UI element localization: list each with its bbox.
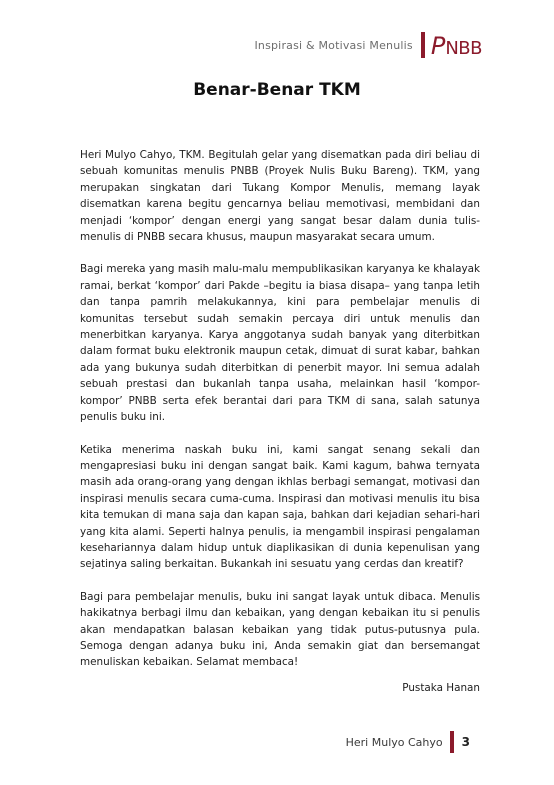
- footer-author: Heri Mulyo Cahyo: [345, 735, 443, 749]
- page-header: [254, 30, 482, 60]
- paragraph-4: Bagi para pembelajar menulis, buku ini sangat layak untuk dibaca. Menulis hakikatnya berbagi ilmu dan kebaikan, yang dengan kebaikan itu si penulis akan mendapatkan balasan kebaikan yang tidak putus-putusnya pula. Semoga dengan adanya buku ini, Anda semakin giat dan bersemangat menuliskan kebaikan. Selamat membaca!: [80, 590, 480, 669]
- page-number: 3: [461, 735, 470, 749]
- body-text: [80, 147, 480, 687]
- logo-letter-p: P: [430, 32, 446, 60]
- paragraph-1: Heri Mulyo Cahyo, TKM. Begitulah gelar yang disematkan pada diri beliau di sebuah komunitas menulis PNBB (Proyek Nulis Buku Bareng). TKM, yang merupakan singkatan dari Tukang Kompor Menulis, memang layak disematkan karena begitu gencarnya beliau memotivasi, membidani dan menjadi ‘kompor’ dengan energi yang sangat besar dalam dunia tulis-menulis di PNBB secara khusus, maupun masyarakat secara umum.: [80, 149, 480, 244]
- logo-letters: NBB: [445, 38, 482, 59]
- page-title: Benar-Benar TKM: [193, 80, 361, 100]
- paragraph-2: Bagi mereka yang masih malu-malu mempublikasikan karyanya ke khalayak ramai, berkat ‘kompor’ dari Pakde –begitu ia biasa disapa– yang tanpa letih dan tanpa pamrih melakukannya, kini para pembelajar menulis di komunitas tersebut sudah semakin percaya diri untuk menulis dan menerbitkan karyanya. Karya anggotanya sudah banyak yang diterbitkan dalam format buku elektronik maupun cetak, dimuat di surat kabar, bahkan ada yang bukunya sudah diterbitkan di penerbit mayor. Ini semua adalah sebuah prestasi dan bukanlah tanpa usaha, melainkan hasil ‘kompor-kompor’ PNBB serta efek berantai dari para TKM di sana, salah satunya penulis buku ini.: [80, 263, 480, 424]
- header-divider: [421, 32, 425, 58]
- signature: Pustaka Hanan: [402, 682, 480, 694]
- paragraph-3: Ketika menerima naskah buku ini, kami sangat senang sekali dan mengapresiasi buku ini dengan sangat baik. Kami kagum, bahwa ternyata masih ada orang-orang yang dengan ikhlas berbagi semangat, motivasi dan inspirasi menulis secara cuma-cuma. Inspirasi dan motivasi menulis itu bisa kita temukan di mana saja dan kapan saja, bahkan dari kejadian sehari-hari yang kita alami. Seperti halnya penulis, ia mengambil inspirasi pengalaman kesehariannya dalam hidup untuk diaplikasikan di dunia kepenulisan yang sejatinya saling berkaitan. Bukankah ini sesuatu yang cerdas dan kreatif?: [80, 443, 480, 571]
- running-title: Inspirasi & Motivasi Menulis: [254, 38, 413, 52]
- pnbb-logo: [431, 32, 482, 58]
- footer-divider: [450, 731, 454, 753]
- page-footer: [346, 731, 470, 753]
